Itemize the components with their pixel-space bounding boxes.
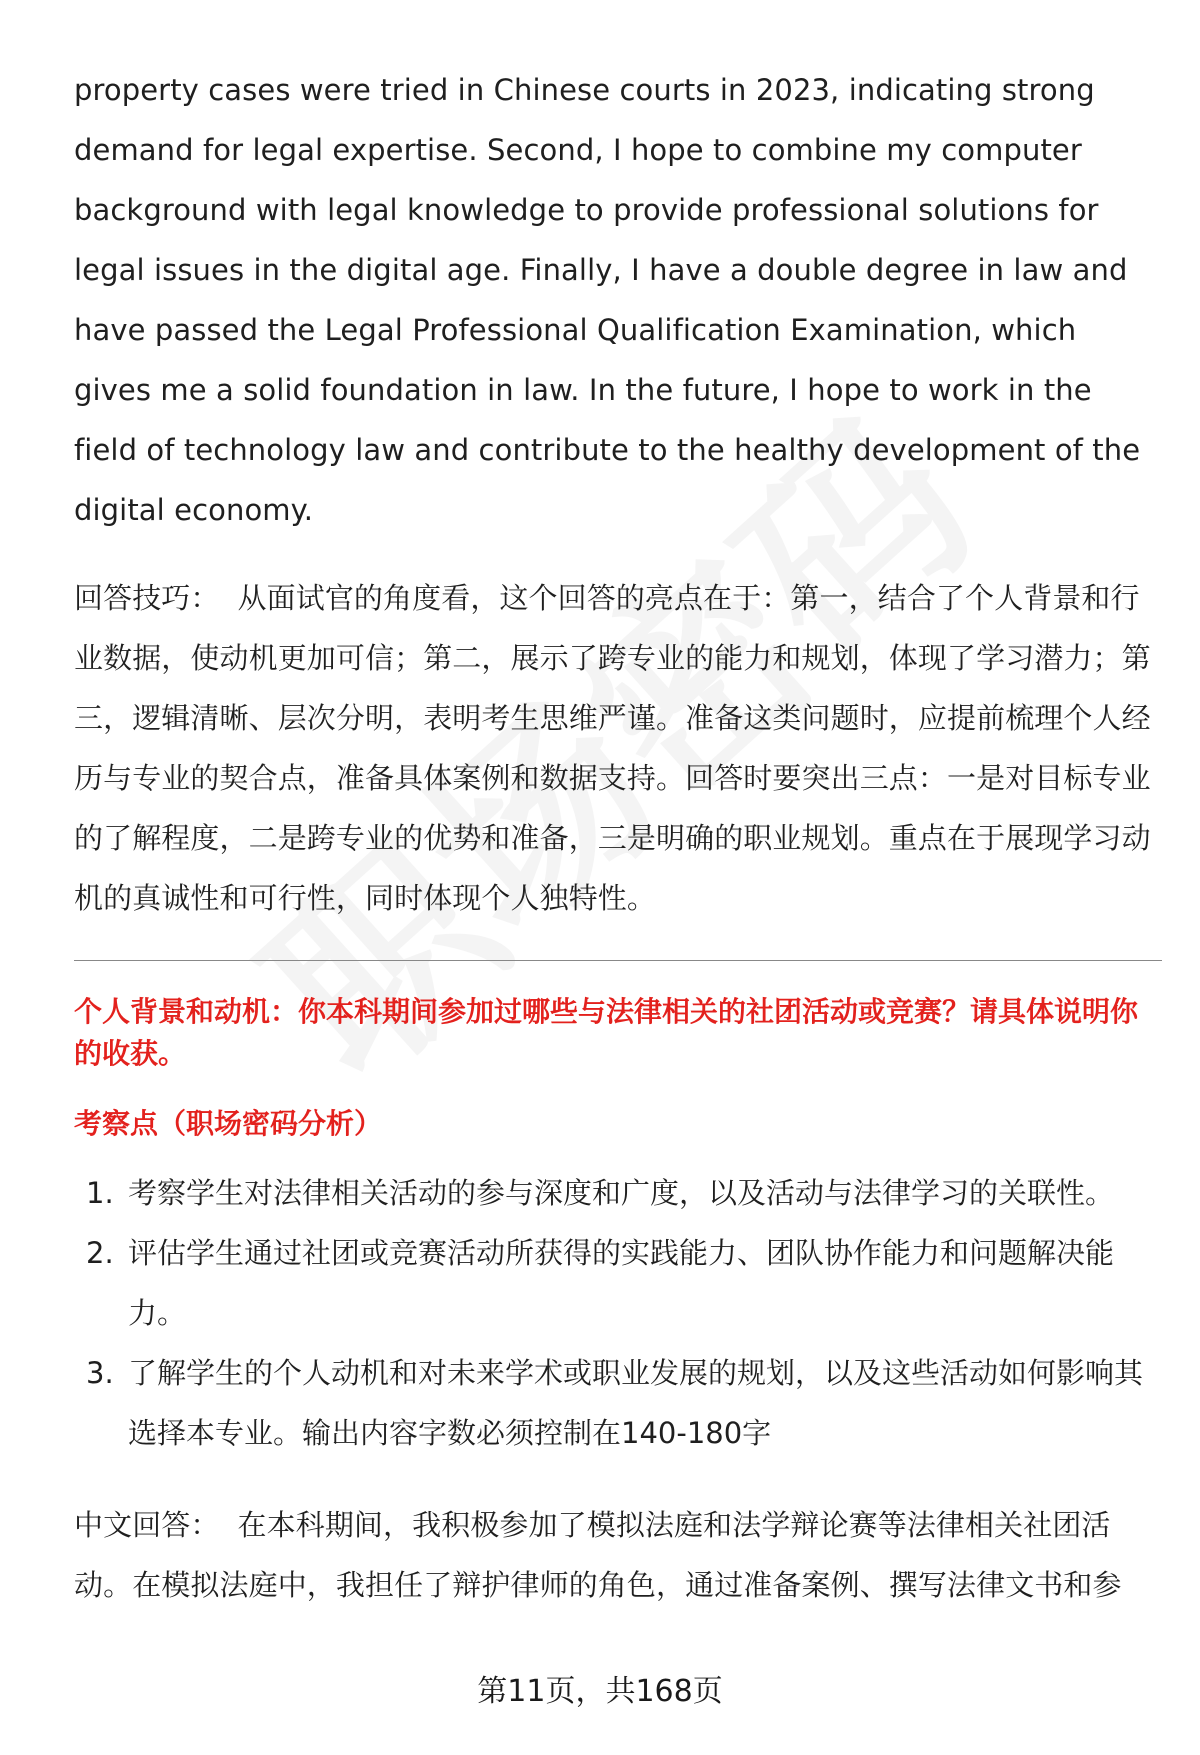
section-divider [74,960,1162,961]
chinese-answer-label: 中文回答： [74,1508,220,1542]
chinese-answer-text: 在本科期间，我积极参加了模拟法庭和法学辩论赛等法律相关社团活动。在模拟法庭中，我担任了辩护律师的角色，通过准备案例、撰写法律文书和参 [74,1508,1122,1602]
exam-points-list [74,1163,1162,1463]
question-heading: 个人背景和动机：你本科期间参加过哪些与法律相关的社团活动或竞赛？请具体说明你的收获。 [74,995,1139,1070]
answer-tips-label: 回答技巧： [74,581,220,615]
list-item-number: 2. [86,1236,114,1270]
page-number-footer: 第11页，共168页 [477,1674,723,1709]
list-item [74,1343,1162,1463]
chinese-answer-paragraph [74,1495,1162,1615]
list-item [74,1163,1162,1223]
answer-tips-paragraph [74,568,1162,928]
list-item [74,1223,1162,1343]
answer-tips-text: 从面试官的角度看，这个回答的亮点在于：第一，结合了个人背景和行业数据，使动机更加可信；第二，展示了跨专业的能力和规划，体现了学习潜力；第三，逻辑清晰、层次分明，表明考生思维严谨。准备这类问题时，应提前梳理个人经历与专业的契合点，准备具体案例和数据支持。回答时要突出三点：一是对目标专业的了解程度，二是跨专业的优势和准备，三是明确的职业规划。重点在于展现学习动机的真诚性和可行性，同时体现个人独特性。 [74,581,1151,915]
intro-paragraph: property cases were tried in Chinese courts in 2023, indicating strong demand for legal expertise. Second, I hope to combine my computer background with legal knowledge to provide professional solutions for legal issues in the digital age. Finally, I have a double degree in law and have passed the Legal Professional Qualification Examination, which gives me a solid foundation in law. In the future, I hope to work in the field of technology law and contribute to the healthy development of the digital economy. [74,73,1141,527]
list-item-text: 评估学生通过社团或竞赛活动所获得的实践能力、团队协作能力和问题解决能力。 [128,1236,1115,1330]
list-item-text: 了解学生的个人动机和对未来学术或职业发展的规划，以及这些活动如何影响其选择本专业。输出内容字数必须控制在140-180字 [128,1356,1144,1450]
list-item-text: 考察学生对法律相关活动的参与深度和广度，以及活动与法律学习的关联性。 [128,1176,1115,1210]
list-item-number: 3. [86,1356,114,1390]
exam-points-heading: 考察点（职场密码分析） [74,1107,383,1140]
list-item-number: 1. [86,1176,114,1210]
document-page [74,60,1162,1615]
